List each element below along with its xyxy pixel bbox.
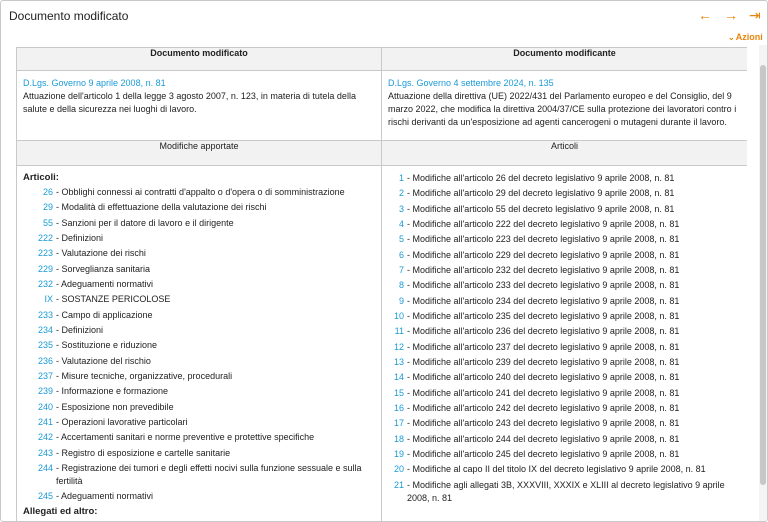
item-text: - Modifiche all'articolo 234 del decreto legislativo 9 aprile 2008, n. 81 xyxy=(407,295,680,306)
modified-doc-link[interactable]: D.Lgs. Governo 9 aprile 2008, n. 81 xyxy=(23,78,166,88)
item-number-link[interactable]: 21 xyxy=(393,479,404,490)
item-text: - Modifiche all'articolo 241 del decreto legislativo 9 aprile 2008, n. 81 xyxy=(407,387,680,398)
list-item xyxy=(23,309,375,322)
item-text: - Modifiche agli allegati 3B, XXXVIII, XXXIX e XLIII al decreto legislativo 9 aprile 2008, n. 81 xyxy=(407,479,725,503)
item-text: - Informazione e formazione xyxy=(56,386,169,397)
item-number-link[interactable]: 7 xyxy=(398,264,404,275)
list-item xyxy=(23,490,375,503)
changes-list-cell xyxy=(17,166,382,522)
list-item xyxy=(23,324,375,337)
item-text: - Modifiche all'articolo 29 del decreto legislativo 9 aprile 2008, n. 81 xyxy=(407,188,675,199)
modifying-doc-link[interactable]: D.Lgs. Governo 4 settembre 2024, n. 135 xyxy=(388,78,554,88)
list-item xyxy=(23,247,375,260)
content-area xyxy=(16,47,747,521)
list-item xyxy=(388,402,741,415)
list-item xyxy=(388,387,741,400)
item-number-link[interactable]: 233 xyxy=(37,309,53,320)
item-number-link[interactable]: 5 xyxy=(398,234,404,245)
list-item xyxy=(388,341,741,354)
item-number-link[interactable]: 240 xyxy=(37,401,53,412)
item-number-link[interactable]: 18 xyxy=(393,433,404,444)
list-item xyxy=(388,356,741,369)
subheader-row xyxy=(17,141,748,166)
articles-section-title: Articoli: xyxy=(23,172,59,183)
item-text: - SOSTANZE PERICOLOSE xyxy=(56,294,171,305)
item-text: - Modifiche all'articolo 236 del decreto legislativo 9 aprile 2008, n. 81 xyxy=(407,326,680,337)
item-text: - Modifiche all'articolo 55 del decreto legislativo 9 aprile 2008, n. 81 xyxy=(407,203,675,214)
subheader-articles: Articoli xyxy=(382,141,748,166)
item-number-link[interactable]: 11 xyxy=(394,326,404,337)
item-number-link[interactable]: 243 xyxy=(37,447,53,458)
item-text: - Modalità di effettuazione della valutazione dei rischi xyxy=(56,202,267,213)
list-item xyxy=(23,416,375,429)
item-text: - Modifiche all'articolo 244 del decreto legislativo 9 aprile 2008, n. 81 xyxy=(407,433,680,444)
title-bar xyxy=(1,1,767,31)
item-text: - Modifiche all'articolo 235 del decreto legislativo 9 aprile 2008, n. 81 xyxy=(407,310,680,321)
item-number-link[interactable]: 6 xyxy=(398,249,404,260)
list-item xyxy=(388,310,741,323)
modifying-doc-cell xyxy=(382,71,748,141)
list-item xyxy=(388,325,741,338)
list-item xyxy=(388,264,741,277)
list-item xyxy=(23,278,375,291)
list-item xyxy=(23,201,375,214)
item-number-link[interactable]: IX xyxy=(44,294,53,305)
annexes-section-title: Allegati ed altro: xyxy=(23,505,98,517)
item-text: - Modifiche all'articolo 223 del decreto legislativo 9 aprile 2008, n. 81 xyxy=(407,234,680,245)
chevron-down-icon: ⌄ xyxy=(728,33,735,42)
item-number-link[interactable]: 223 xyxy=(37,248,53,259)
scrollbar-thumb[interactable] xyxy=(760,65,766,485)
item-number-link[interactable]: 12 xyxy=(393,341,404,352)
item-text: - Valutazione dei rischi xyxy=(56,248,146,259)
item-text: - Modifiche all'articolo 232 del decreto legislativo 9 aprile 2008, n. 81 xyxy=(407,264,680,275)
item-text: - Definizioni xyxy=(56,324,104,335)
list-item xyxy=(388,172,741,185)
item-number-link[interactable]: 13 xyxy=(393,356,404,367)
list-item xyxy=(388,448,741,461)
item-number-link[interactable]: 19 xyxy=(393,448,404,459)
item-number-link[interactable]: 242 xyxy=(37,432,53,443)
item-text: - Registro di esposizione e cartelle sanitarie xyxy=(56,447,231,458)
item-number-link[interactable]: 29 xyxy=(42,202,53,213)
item-text: - Campo di applicazione xyxy=(56,309,153,320)
item-text: - Sanzioni per il datore di lavoro e il dirigente xyxy=(56,217,234,228)
actions-label: Azioni xyxy=(735,32,763,42)
item-number-link[interactable]: 2 xyxy=(398,188,404,199)
item-text: - Modifiche all'articolo 239 del decreto legislativo 9 aprile 2008, n. 81 xyxy=(407,356,680,367)
list-item xyxy=(23,339,375,352)
list-item xyxy=(23,217,375,230)
item-number-link[interactable]: 235 xyxy=(37,340,53,351)
window-title: Documento modificato xyxy=(9,9,129,23)
item-text: - Definizioni xyxy=(56,232,104,243)
item-number-link[interactable]: 245 xyxy=(37,491,53,502)
list-item xyxy=(23,462,375,488)
item-text: - Modifiche all'articolo 245 del decreto legislativo 9 aprile 2008, n. 81 xyxy=(407,448,680,459)
changes-list xyxy=(23,186,375,503)
item-number-link[interactable]: 232 xyxy=(37,278,53,289)
item-number-link[interactable]: 17 xyxy=(393,418,404,429)
list-item xyxy=(23,431,375,444)
item-text: - Accertamenti sanitari e norme preventive e protettive specifiche xyxy=(56,432,315,443)
item-text: - Esposizione non prevedibile xyxy=(56,401,174,412)
list-item xyxy=(23,355,375,368)
item-text: - Modifiche all'articolo 237 del decreto legislativo 9 aprile 2008, n. 81 xyxy=(407,341,680,352)
item-number-link[interactable]: 16 xyxy=(393,402,404,413)
item-text: - Valutazione del rischio xyxy=(56,355,151,366)
list-item xyxy=(23,263,375,276)
list-item xyxy=(23,385,375,398)
item-text: - Modifiche all'articolo 229 del decreto legislativo 9 aprile 2008, n. 81 xyxy=(407,249,680,260)
list-item xyxy=(23,186,375,199)
header-modifying-doc: Documento modificante xyxy=(382,48,748,71)
arrow-right-icon[interactable]: → xyxy=(724,7,738,23)
item-number-link[interactable]: 222 xyxy=(37,232,53,243)
item-text: - Modifiche all'articolo 222 del decreto legislativo 9 aprile 2008, n. 81 xyxy=(407,218,680,229)
item-text: - Adeguamenti normativi xyxy=(56,278,154,289)
list-item xyxy=(23,370,375,383)
list-item xyxy=(388,187,741,200)
list-item xyxy=(388,218,741,231)
close-panel-icon[interactable]: ⇥ xyxy=(749,7,761,23)
list-item xyxy=(23,447,375,460)
item-text: - Sostituzione e riduzione xyxy=(56,340,158,351)
item-number-link[interactable]: 241 xyxy=(37,416,53,427)
item-text: - Misure tecniche, organizzative, procedurali xyxy=(56,370,233,381)
documents-row xyxy=(17,71,748,141)
item-number-link[interactable]: 26 xyxy=(42,187,53,197)
item-number-link[interactable]: 4 xyxy=(398,218,404,229)
list-item xyxy=(23,293,375,306)
list-item xyxy=(388,479,741,505)
vertical-scrollbar[interactable] xyxy=(759,45,767,521)
item-number-link[interactable]: 237 xyxy=(37,370,53,381)
actions-dropdown[interactable] xyxy=(728,32,763,42)
articles-list-cell xyxy=(382,166,748,522)
item-text: - Modifiche al capo II del titolo IX del decreto legislativo 9 aprile 2008, n. 81 xyxy=(407,464,706,475)
header-row xyxy=(17,48,748,71)
item-text: - Adeguamenti normativi xyxy=(56,491,154,502)
list-item xyxy=(388,249,741,262)
item-text: - Sorveglianza sanitaria xyxy=(56,263,151,274)
item-number-link[interactable]: 244 xyxy=(37,462,53,473)
list-item xyxy=(23,232,375,245)
item-number-link[interactable]: 9 xyxy=(398,295,404,306)
comparison-table xyxy=(16,47,747,521)
list-item xyxy=(388,203,741,216)
item-number-link[interactable]: 14 xyxy=(393,372,404,383)
subheader-changes: Modifiche apportate xyxy=(17,141,382,166)
item-text: - Operazioni lavorative particolari xyxy=(56,416,188,427)
list-item xyxy=(388,279,741,292)
modified-doc-cell xyxy=(17,71,382,141)
item-number-link[interactable]: 8 xyxy=(398,280,404,291)
list-item xyxy=(23,401,375,414)
item-number-link[interactable]: 239 xyxy=(37,386,53,397)
list-item xyxy=(388,417,741,430)
list-item xyxy=(388,295,741,308)
item-text: - Modifiche all'articolo 240 del decreto legislativo 9 aprile 2008, n. 81 xyxy=(407,372,680,383)
item-text: - Modifiche all'articolo 243 del decreto legislativo 9 aprile 2008, n. 81 xyxy=(407,418,680,429)
item-number-link[interactable]: 20 xyxy=(393,464,404,475)
item-number-link[interactable]: 229 xyxy=(37,263,53,274)
item-number-link[interactable]: 3 xyxy=(398,203,404,214)
list-item xyxy=(388,233,741,246)
item-text: - Obblighi connessi ai contratti d'appalto o d'opera o di somministrazione xyxy=(56,187,345,197)
modified-doc-description: Attuazione dell'articolo 1 della legge 3 agosto 2007, n. 123, in materia di tutela della salute e della sicurezza nei luoghi di lavoro. xyxy=(23,91,356,114)
item-text: - Registrazione dei tumori e degli effetti nocivi sulla funzione sessuale e sulla fertilità xyxy=(56,462,362,486)
item-number-link[interactable]: 10 xyxy=(393,310,404,321)
item-text: - Modifiche all'articolo 233 del decreto legislativo 9 aprile 2008, n. 81 xyxy=(407,280,680,291)
header-modified-doc: Documento modificato xyxy=(17,48,382,71)
item-number-link[interactable]: 15 xyxy=(393,387,404,398)
modifying-doc-description: Attuazione della direttiva (UE) 2022/431 del Parlamento europeo e del Consiglio, del 9 marzo 2022, che modifica la direttiva 2004/37/CE sulla protezione dei lavoratori contro i rischi derivanti da un'esposizione ad agenti cancerogeni o mutageni durante il lavoro. xyxy=(388,91,737,127)
list-item xyxy=(388,463,741,476)
item-number-link[interactable]: 236 xyxy=(37,355,53,366)
articles-list xyxy=(388,172,741,505)
item-number-link[interactable]: 1 xyxy=(398,173,404,183)
list-item xyxy=(388,371,741,384)
item-number-link[interactable]: 55 xyxy=(42,217,53,228)
item-number-link[interactable]: 234 xyxy=(37,324,53,335)
lists-row xyxy=(17,166,748,522)
item-text: - Modifiche all'articolo 242 del decreto legislativo 9 aprile 2008, n. 81 xyxy=(407,402,680,413)
arrow-left-icon[interactable]: ← xyxy=(698,7,712,23)
list-item xyxy=(388,433,741,446)
item-text: - Modifiche all'articolo 26 del decreto legislativo 9 aprile 2008, n. 81 xyxy=(407,173,675,183)
